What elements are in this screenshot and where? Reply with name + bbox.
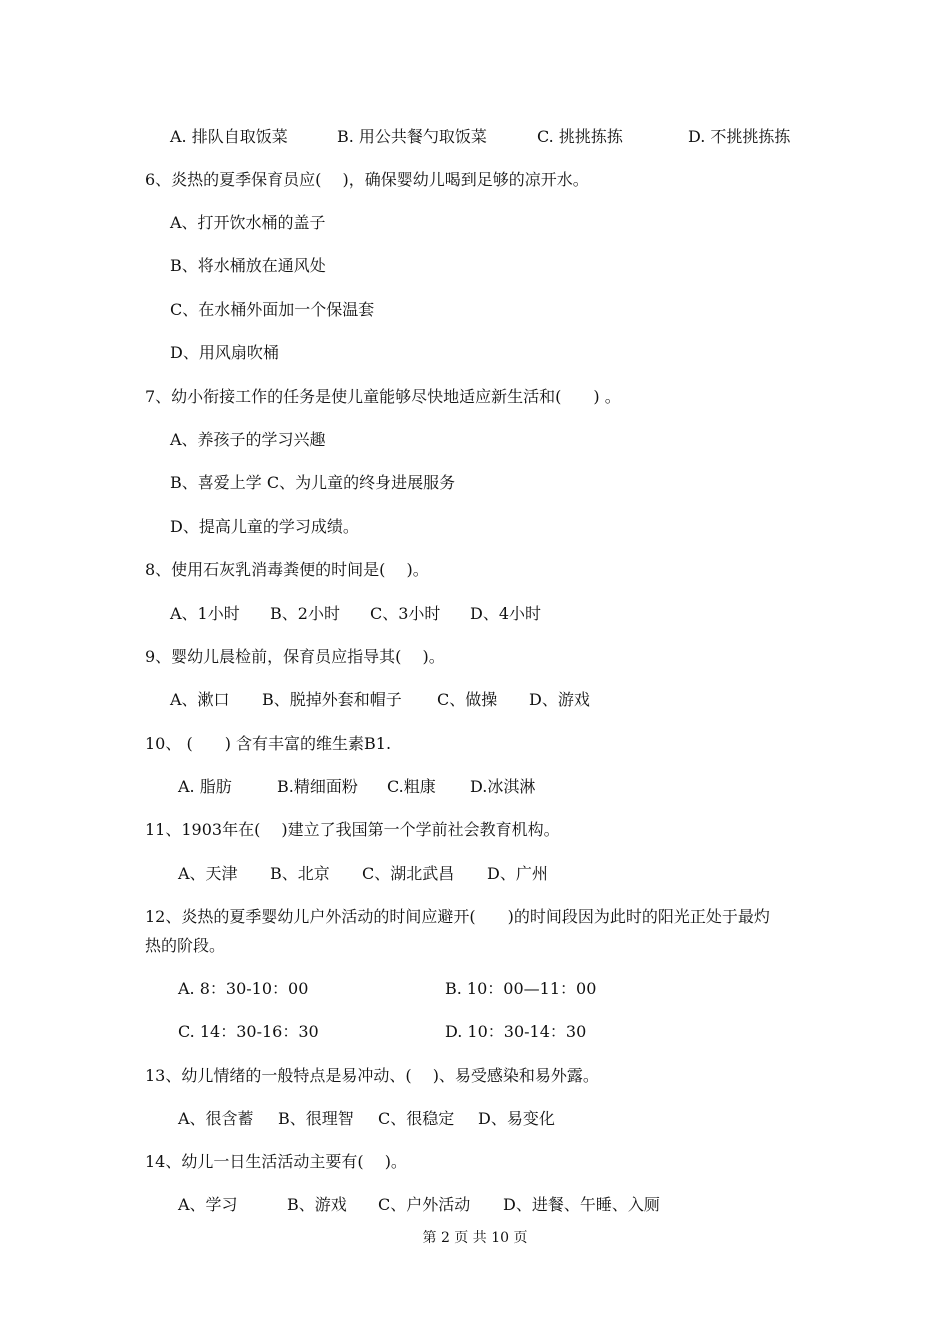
q13-option-d: D、易变化 — [478, 1109, 555, 1128]
q6-option-b: B、将水桶放在通风处 — [170, 256, 326, 275]
q8-option-a: A、1小时 — [170, 604, 240, 623]
q9-option-b: B、脱掉外套和帽子 — [262, 690, 402, 709]
q7-option-a: A、养孩子的学习兴趣 — [170, 430, 326, 449]
q12-option-d: D. 10：30-14：30 — [445, 1022, 587, 1041]
q6-option-d: D、用风扇吹桶 — [170, 343, 279, 362]
q5-option-a: A. 排队自取饭菜 — [170, 127, 288, 146]
question-7-stem: 7、幼小衔接工作的任务是使儿童能够尽快地适应新生活和( ) 。 — [145, 387, 621, 406]
q5-option-c: C. 挑挑拣拣 — [537, 127, 623, 146]
q10-option-a: A. 脂肪 — [178, 777, 232, 796]
question-10-stem: 10、 ( ) 含有丰富的维生素B1. — [145, 734, 392, 753]
question-12-stem-line-1: 12、炎热的夏季婴幼儿户外活动的时间应避开( )的时间段因为此时的阳光正处于最灼 — [145, 907, 770, 926]
q14-option-c: C、户外活动 — [378, 1195, 471, 1214]
question-14-stem: 14、幼儿一日生活活动主要有( )。 — [145, 1152, 407, 1171]
question-11-stem: 11、1903年在( )建立了我国第一个学前社会教育机构。 — [145, 820, 560, 839]
q6-option-c: C、在水桶外面加一个保温套 — [170, 300, 375, 319]
question-12-stem-line-2: 热的阶段。 — [145, 936, 226, 955]
q10-option-c: C.粗康 — [387, 777, 436, 796]
q9-option-d: D、游戏 — [529, 690, 590, 709]
q11-option-b: B、北京 — [270, 864, 330, 883]
q7-option-bc: B、喜爱上学 C、为儿童的终身进展服务 — [170, 473, 456, 492]
q14-option-a: A、学习 — [178, 1195, 238, 1214]
question-9-stem: 9、婴幼儿晨检前，保育员应指导其( )。 — [145, 647, 445, 666]
q8-option-c: C、3小时 — [370, 604, 441, 623]
q8-option-d: D、4小时 — [470, 604, 542, 623]
q10-option-b: B.精细面粉 — [277, 777, 358, 796]
page-number-footer: 第 2 页 共 10 页 — [422, 1230, 528, 1246]
q8-option-b: B、2小时 — [270, 604, 340, 623]
q14-option-b: B、游戏 — [287, 1195, 347, 1214]
q6-option-a: A、打开饮水桶的盖子 — [170, 213, 326, 232]
q14-option-d: D、进餐、午睡、入厕 — [503, 1195, 660, 1214]
q7-option-d: D、提高儿童的学习成绩。 — [170, 517, 359, 536]
q9-option-a: A、漱口 — [170, 690, 230, 709]
q5-option-d: D. 不挑挑拣拣 — [688, 127, 791, 146]
q9-option-c: C、做操 — [437, 690, 498, 709]
q12-option-a: A. 8：30-10：00 — [178, 979, 309, 998]
q10-option-d: D.冰淇淋 — [470, 777, 536, 796]
q13-option-c: C、很稳定 — [378, 1109, 455, 1128]
q12-option-b: B. 10：00—11：00 — [445, 979, 597, 998]
q13-option-b: B、很理智 — [278, 1109, 354, 1128]
q12-option-c: C. 14：30-16：30 — [178, 1022, 319, 1041]
q11-option-d: D、广州 — [487, 864, 548, 883]
question-13-stem: 13、幼儿情绪的一般特点是易冲动、( )、易受感染和易外露。 — [145, 1066, 599, 1085]
question-8-stem: 8、使用石灰乳消毒粪便的时间是( )。 — [145, 560, 429, 579]
q13-option-a: A、很含蓄 — [178, 1109, 254, 1128]
q11-option-c: C、湖北武昌 — [362, 864, 455, 883]
q5-option-b: B. 用公共餐勺取饭菜 — [337, 127, 487, 146]
q11-option-a: A、天津 — [178, 864, 238, 883]
question-6-stem: 6、炎热的夏季保育员应( )，确保婴幼儿喝到足够的凉开水。 — [145, 170, 589, 189]
